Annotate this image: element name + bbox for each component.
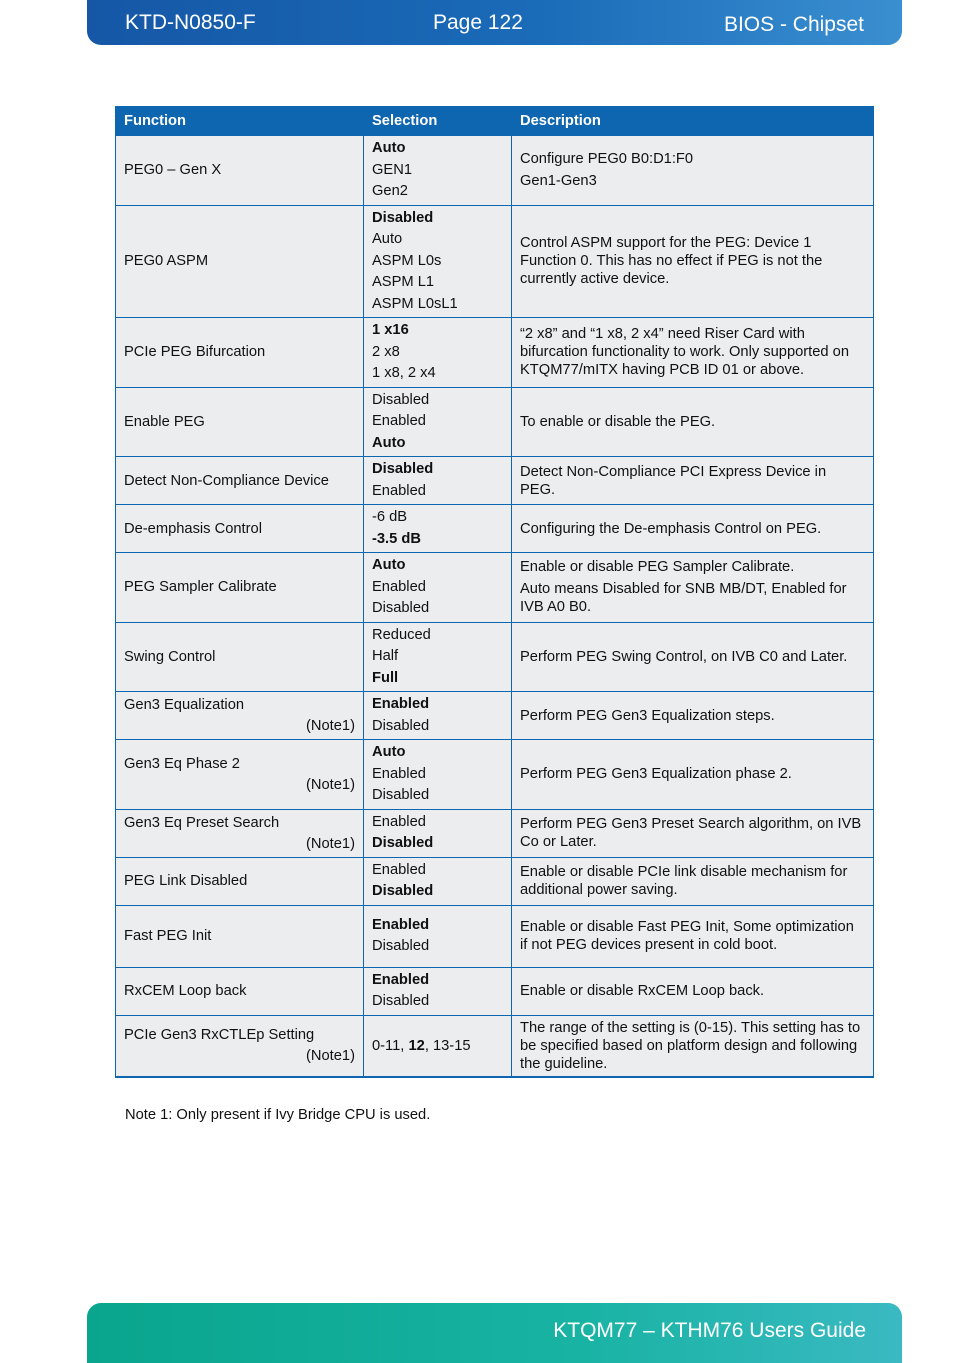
footnote: Note 1: Only present if Ivy Bridge CPU is used. <box>125 1107 431 1123</box>
function-cell <box>116 387 364 457</box>
default-option: Disabled <box>372 461 434 477</box>
function-note: (Note1) <box>306 835 355 852</box>
description-cell <box>512 318 874 388</box>
selection-cell <box>364 136 512 206</box>
table-row <box>116 318 874 388</box>
table-row <box>116 622 874 692</box>
table-header-row <box>116 107 874 136</box>
default-option: Auto <box>372 557 406 573</box>
function-cell <box>116 318 364 388</box>
description-text: Auto means Disabled for SNB MB/DT, Enabled for IVB A0 B0. <box>520 581 847 616</box>
table-row <box>116 692 874 740</box>
table-row <box>116 967 874 1015</box>
selection-cell <box>364 553 512 623</box>
function-name: Gen3 Eq Phase 2 <box>124 755 240 772</box>
function-cell <box>116 1015 364 1077</box>
function-cell <box>116 457 364 505</box>
description-cell <box>512 857 874 905</box>
default-option: -3.5 dB <box>372 530 421 547</box>
description-text: Perform PEG Gen3 Equalization phase 2. <box>520 766 792 783</box>
table-row <box>116 905 874 967</box>
selection-cell <box>364 967 512 1015</box>
description-cell <box>512 967 874 1015</box>
description-cell <box>512 136 874 206</box>
selection-option: GEN1 <box>372 161 412 178</box>
selection-option: 2 x8 <box>372 343 400 360</box>
selection-option: Disabled <box>372 993 430 1009</box>
function-name: Gen3 Eq Preset Search <box>124 814 280 831</box>
default-option: 1 x16 <box>372 322 409 338</box>
table-row <box>116 136 874 206</box>
column-header-selection: Selection <box>364 107 512 136</box>
table-row <box>116 505 874 553</box>
selection-cell <box>364 457 512 505</box>
default-option: Auto <box>372 140 406 156</box>
function-name: PCIe Gen3 RxCTLEp Setting <box>124 1027 315 1044</box>
function-cell <box>116 857 364 905</box>
table-row <box>116 857 874 905</box>
selection-cell <box>364 205 512 318</box>
description-text: Control ASPM support for the PEG: Device 1 Function 0. This has no effect if PEG is not the currently active device. <box>520 235 823 288</box>
selection-option: ASPM L1 <box>372 274 435 290</box>
description-text: Perform PEG Gen3 Equalization steps. <box>520 707 775 724</box>
table-row <box>116 457 874 505</box>
selection-option: Disabled <box>372 391 430 408</box>
selection-option: Disabled <box>372 600 430 616</box>
function-cell <box>116 809 364 857</box>
selection-cell <box>364 857 512 905</box>
page-number: Page 122 <box>433 11 523 34</box>
description-cell <box>512 387 874 457</box>
default-option: Auto <box>372 744 406 760</box>
function-cell <box>116 205 364 318</box>
description-text: “2 x8” and “1 x8, 2 x4” need Riser Card with bifurcation functionality to work. Only supported on KTQM77/mITX having PCB ID 01 or above. <box>520 326 850 379</box>
description-text: To enable or disable the PEG. <box>520 413 716 430</box>
description-text: Detect Non-Compliance PCI Express Device in PEG. <box>520 463 827 498</box>
table-row <box>116 1015 874 1077</box>
default-option: Disabled <box>372 209 434 226</box>
selection-option: , 13-15 <box>424 1037 471 1054</box>
selection-option: Enabled <box>372 765 426 782</box>
description-text: Gen1-Gen3 <box>520 173 597 190</box>
function-cell <box>116 740 364 810</box>
function-name: De-emphasis Control <box>124 520 262 537</box>
description-cell <box>512 505 874 553</box>
default-option: Enabled <box>372 696 430 712</box>
description-cell <box>512 1015 874 1077</box>
default-option: 12 <box>408 1037 425 1054</box>
function-name: PEG Link Disabled <box>124 873 248 889</box>
selection-cell <box>364 318 512 388</box>
table-row <box>116 553 874 623</box>
description-cell <box>512 740 874 810</box>
description-text: Enable or disable PEG Sampler Calibrate. <box>520 559 795 576</box>
table-row <box>116 740 874 810</box>
selection-option: Auto <box>372 231 403 247</box>
selection-cell <box>364 1015 512 1077</box>
description-text: Configuring the De-emphasis Control on PEG. <box>520 520 822 537</box>
table-row <box>116 387 874 457</box>
description-text: Configure PEG0 B0:D1:F0 <box>520 151 694 168</box>
function-cell <box>116 967 364 1015</box>
selection-option: -6 dB <box>372 509 408 525</box>
function-cell <box>116 905 364 967</box>
description-text: Enable or disable Fast PEG Init, Some optimization if not PEG devices present in cold boot. <box>520 919 854 953</box>
default-option: Disabled <box>372 883 434 899</box>
selection-option: Disabled <box>372 717 430 734</box>
description-text: Perform PEG Gen3 Preset Search algorithm, on IVB Co or Later. <box>520 816 862 850</box>
guide-title: KTQM77 – KTHM76 Users Guide <box>553 1319 866 1342</box>
function-name: PEG0 ASPM <box>124 253 209 270</box>
description-text: Enable or disable RxCEM Loop back. <box>520 983 765 999</box>
default-option: Enabled <box>372 916 430 933</box>
selection-option: 1 x8, 2 x4 <box>372 365 436 381</box>
default-option: Full <box>372 669 399 686</box>
function-name: Gen3 Equalization <box>124 697 245 713</box>
function-name: RxCEM Loop back <box>124 983 247 999</box>
selection-cell <box>364 809 512 857</box>
description-cell <box>512 809 874 857</box>
bios-settings-table <box>115 106 874 1078</box>
description-cell <box>512 905 874 967</box>
function-cell <box>116 622 364 692</box>
table-row <box>116 809 874 857</box>
selection-option: Gen2 <box>372 183 408 199</box>
selection-option: Enabled <box>372 482 426 499</box>
selection-option: Enabled <box>372 578 426 595</box>
selection-option: ASPM L0sL1 <box>372 295 458 312</box>
selection-option: 0-11, <box>372 1037 409 1054</box>
selection-cell <box>364 387 512 457</box>
function-name: Swing Control <box>124 648 216 665</box>
column-header-function: Function <box>116 107 364 136</box>
default-option: Auto <box>372 434 406 451</box>
function-name: Detect Non-Compliance Device <box>124 472 329 489</box>
function-note: (Note1) <box>306 718 355 734</box>
function-note: (Note1) <box>306 1048 355 1065</box>
default-option: Enabled <box>372 971 430 988</box>
table-row <box>116 205 874 318</box>
description-text: Perform PEG Swing Control, on IVB C0 and Later. <box>520 648 848 665</box>
section-title: BIOS - Chipset <box>723 13 864 36</box>
description-cell <box>512 553 874 623</box>
selection-option: Disabled <box>372 787 430 803</box>
description-cell <box>512 205 874 318</box>
function-note: (Note1) <box>306 776 355 793</box>
description-text: Enable or disable PCIe link disable mechanism for additional power saving. <box>520 864 848 898</box>
selection-option: Enabled <box>372 413 426 429</box>
document-id: KTD-N0850-F <box>125 11 256 34</box>
selection-cell <box>364 905 512 967</box>
function-cell <box>116 505 364 553</box>
selection-cell <box>364 505 512 553</box>
selection-option: Reduced <box>372 626 431 643</box>
function-name: PEG0 – Gen X <box>124 162 222 179</box>
selection-cell <box>364 692 512 740</box>
selection-option: Enabled <box>372 813 426 830</box>
function-name: PEG Sampler Calibrate <box>124 579 277 596</box>
selection-option: Disabled <box>372 938 430 954</box>
selection-option: Enabled <box>372 861 426 878</box>
function-name: Fast PEG Init <box>124 928 212 944</box>
description-cell <box>512 692 874 740</box>
function-name: Enable PEG <box>124 413 205 430</box>
page-footer <box>87 1303 902 1363</box>
column-header-description: Description <box>512 107 874 136</box>
description-cell <box>512 457 874 505</box>
selection-option: ASPM L0s <box>372 252 442 269</box>
selection-cell <box>364 622 512 692</box>
selection-option: Half <box>372 648 399 664</box>
description-cell <box>512 622 874 692</box>
function-name: PCIe PEG Bifurcation <box>124 344 266 361</box>
default-option: Disabled <box>372 835 434 851</box>
selection-cell <box>364 740 512 810</box>
function-cell <box>116 553 364 623</box>
page-header <box>87 0 902 45</box>
description-text: The range of the setting is (0-15). This setting has to be specified based on platform design and following the guideline. <box>520 1019 861 1072</box>
function-cell <box>116 692 364 740</box>
function-cell <box>116 136 364 206</box>
